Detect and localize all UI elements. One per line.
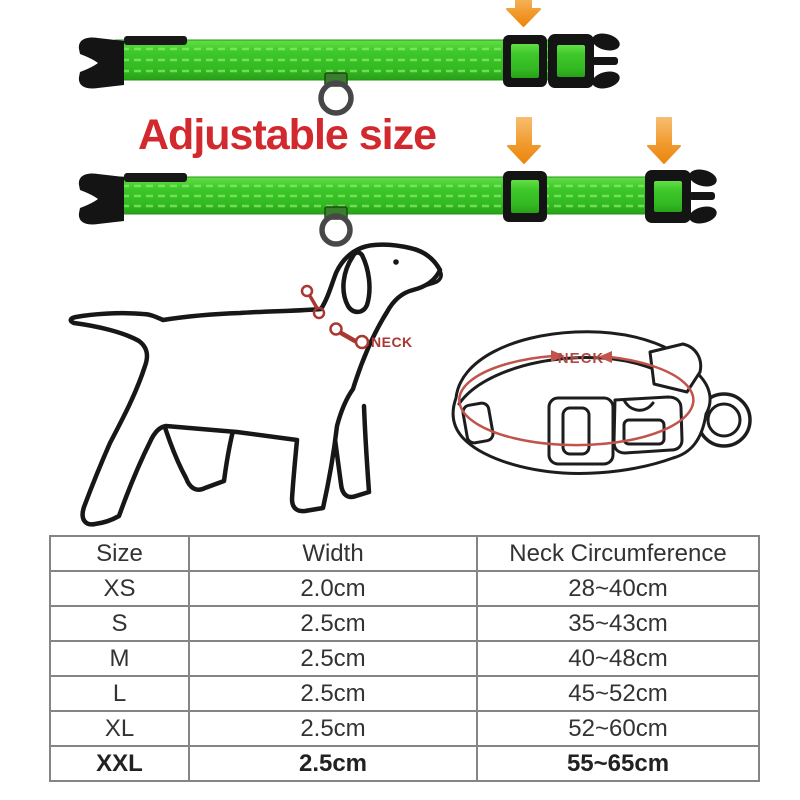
size-table-header [50, 536, 759, 571]
buckle-female-left [79, 38, 124, 89]
buckle-male-right [645, 167, 719, 226]
table-cell: 45~52cm [477, 676, 759, 711]
collar-neck-label: NECK [557, 350, 605, 367]
dog-outline-drawing [71, 245, 441, 525]
table-cell: 35~43cm [477, 606, 759, 641]
col-header-size: Size [50, 536, 189, 571]
adjustable-size-title: Adjustable size [138, 111, 437, 159]
table-cell: 2.5cm [189, 676, 477, 711]
table-cell: XXL [50, 746, 189, 781]
table-cell: M [50, 641, 189, 676]
slider-adjuster [503, 35, 547, 87]
table-cell: 28~40cm [477, 571, 759, 606]
d-ring [322, 207, 350, 244]
table-row [50, 641, 759, 676]
table-row [50, 711, 759, 746]
table-cell: 2.5cm [189, 606, 477, 641]
dog-neck-label: NECK [371, 334, 413, 350]
down-arrow-icon [648, 118, 680, 163]
table-cell: 2.5cm [189, 641, 477, 676]
table-row [50, 606, 759, 641]
size-table-body [50, 571, 759, 781]
table-cell: 40~48cm [477, 641, 759, 676]
down-arrow-icon [507, 0, 540, 26]
table-cell: 52~60cm [477, 711, 759, 746]
table-cell: L [50, 676, 189, 711]
table-row [50, 676, 759, 711]
table-cell: XL [50, 711, 189, 746]
col-header-width: Width [189, 536, 477, 571]
table-cell: 55~65cm [477, 746, 759, 781]
green-collar-photo-top [79, 31, 622, 113]
table-cell: S [50, 606, 189, 641]
buckle-female-left [79, 174, 124, 225]
table-row [50, 746, 759, 781]
table-cell: 2.5cm [189, 746, 477, 781]
table-cell: XS [50, 571, 189, 606]
table-cell: 2.5cm [189, 711, 477, 746]
size-table [49, 535, 760, 782]
strap-keeper-bar [124, 173, 187, 182]
slider-adjuster [503, 171, 547, 222]
col-header-neck: Neck Circumference [477, 536, 759, 571]
d-ring [321, 73, 351, 113]
buckle-male-right [548, 31, 622, 91]
table-cell: 2.0cm [189, 571, 477, 606]
green-collar-photo-bottom [79, 167, 719, 244]
table-row [50, 571, 759, 606]
strap-keeper-bar [124, 36, 187, 45]
